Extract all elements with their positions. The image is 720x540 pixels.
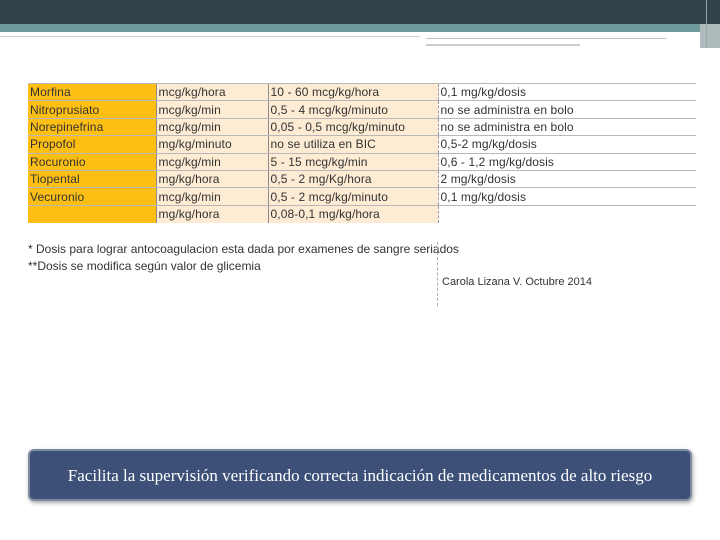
bolus-dose-cell: 0,1 mg/kg/dosis <box>438 84 696 101</box>
infusion-range-cell: 0,5 - 2 mg/Kg/hora <box>268 170 438 187</box>
bolus-dose-cell: no se administra en bolo <box>438 101 696 118</box>
infusion-range-cell: 0,5 - 2 mcg/kg/minuto <box>268 188 438 205</box>
author-credit: Carola Lizana V. Octubre 2014 <box>442 276 593 288</box>
dose-unit-cell: mcg/kg/min <box>156 118 268 135</box>
bolus-dose-cell: no se administra en bolo <box>438 118 696 135</box>
dose-unit-cell: mg/kg/minuto <box>156 136 268 153</box>
column-divider-continuation <box>437 242 438 306</box>
drug-name-cell <box>28 205 156 222</box>
bolus-dose-cell: 2 mg/kg/dosis <box>438 170 696 187</box>
drug-name-cell: Tiopental <box>28 170 156 187</box>
bolus-dose-cell <box>438 205 696 222</box>
drug-name-cell: Nitroprusiato <box>28 101 156 118</box>
table-row <box>28 170 696 187</box>
dose-unit-cell: mg/kg/hora <box>156 205 268 222</box>
table-row <box>28 101 696 118</box>
table-row <box>28 188 696 205</box>
drug-name-cell: Propofol <box>28 136 156 153</box>
table-row <box>28 205 696 222</box>
dose-unit-cell: mg/kg/hora <box>156 170 268 187</box>
dose-unit-cell: mcg/kg/min <box>156 101 268 118</box>
infusion-range-cell: no se utiliza en BIC <box>268 136 438 153</box>
drug-name-cell: Rocuronio <box>28 153 156 170</box>
bolus-dose-cell: 0,5-2 mg/kg/dosis <box>438 136 696 153</box>
caption-box <box>28 449 692 501</box>
table-row <box>28 153 696 170</box>
header-corner-block <box>700 24 720 48</box>
table-row <box>28 84 696 101</box>
footnote-anticoagulation: * Dosis para lograr antocoagulacion esta dada por examenes de sangre seriados <box>28 242 459 256</box>
header-divider-right <box>426 38 666 39</box>
bolus-dose-cell: 0,6 - 1,2 mg/kg/dosis <box>438 153 696 170</box>
header-bar <box>0 0 720 24</box>
caption-text: Facilita la supervisión verificando correcta indicación de medicamentos de alto riesgo <box>67 465 653 485</box>
infusion-range-cell: 10 - 60 mcg/kg/hora <box>268 84 438 101</box>
dose-unit-cell: mcg/kg/hora <box>156 84 268 101</box>
drug-name-cell: Vecuronio <box>28 188 156 205</box>
infusion-range-cell: 0,08-0,1 mg/kg/hora <box>268 205 438 222</box>
infusion-range-cell: 5 - 15 mcg/kg/min <box>268 153 438 170</box>
footnote-glycemia: **Dosis se modifica según valor de glicemia <box>28 259 261 273</box>
header-divider-short <box>426 44 580 46</box>
header-accent-bar <box>0 24 700 32</box>
drug-name-cell: Morfina <box>28 84 156 101</box>
medication-dosage-table <box>28 83 696 223</box>
drug-name-cell: Norepinefrina <box>28 118 156 135</box>
header-divider-left <box>0 36 420 37</box>
header-vertical-line <box>706 0 707 48</box>
bolus-dose-cell: 0,1 mg/kg/dosis <box>438 188 696 205</box>
dose-unit-cell: mcg/kg/min <box>156 188 268 205</box>
dose-unit-cell: mcg/kg/min <box>156 153 268 170</box>
infusion-range-cell: 0,05 - 0,5 mcg/kg/minuto <box>268 118 438 135</box>
infusion-range-cell: 0,5 - 4 mcg/kg/minuto <box>268 101 438 118</box>
table-row <box>28 118 696 135</box>
table-row <box>28 136 696 153</box>
